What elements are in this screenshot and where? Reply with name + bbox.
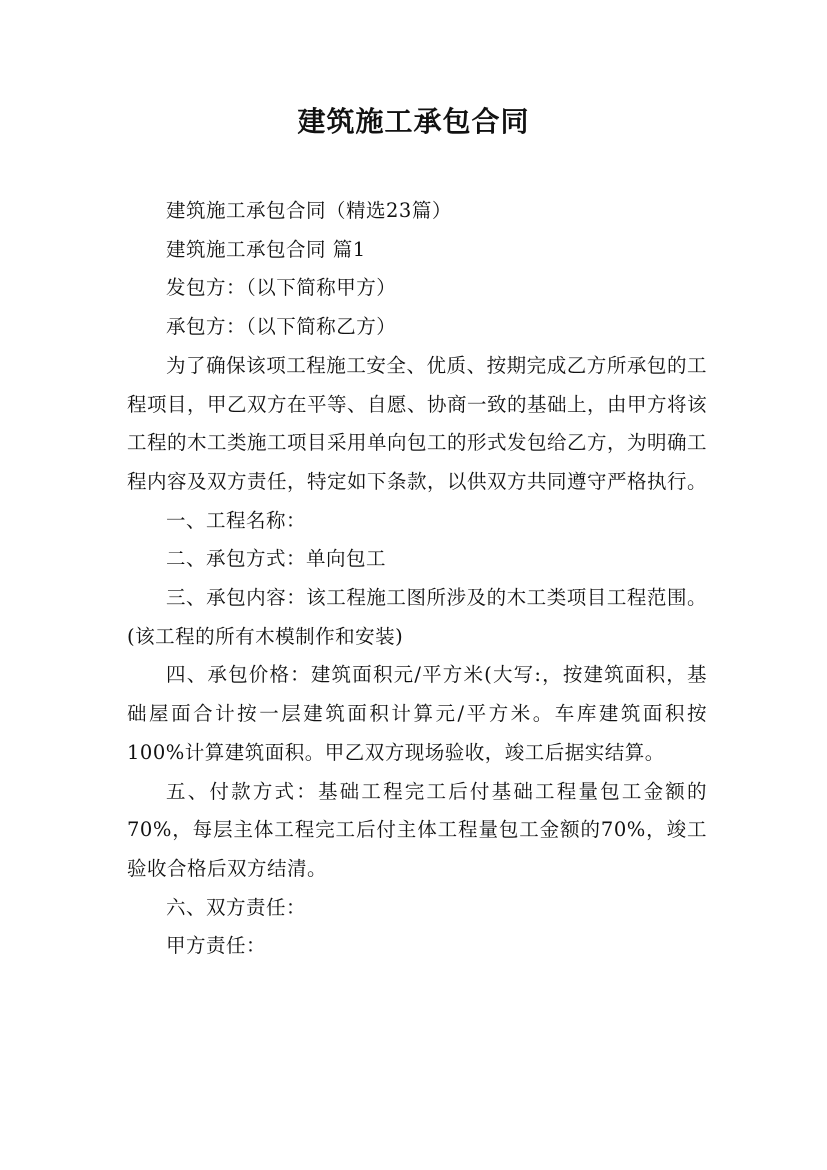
paragraph-subtitle: 建筑施工承包合同（精选23篇） xyxy=(166,199,452,222)
document-title: 建筑施工承包合同 xyxy=(297,105,530,138)
paragraph-clause-5: 五、付款方式：基础工程完工后付基础工程量包工金额的70%，每层主体工程完工后付主体工程量包工金额的70%，竣工验收合格后双方结清。 xyxy=(127,779,707,880)
document-body xyxy=(127,192,707,966)
paragraph-preamble: 为了确保该项工程施工安全、优质、按期完成乙方所承包的工程项目，甲乙双方在平等、自愿、协商一致的基础上，由甲方将该工程的木工类施工项目采用单向包工的形式发包给乙方，为明确工程内容及双方责任，特定如下条款，以供双方共同遵守严格执行。 xyxy=(127,353,708,493)
paragraph-clause-4: 四、承包价格：建筑面积元/平方米(大写:，按建筑面积，基础屋面合计按一层建筑面积计算元/平方米。车库建筑面积按100%计算建筑面积。甲乙双方现场验收，竣工后据实结算。 xyxy=(127,663,707,764)
paragraph-chapter-heading: 建筑施工承包合同 篇1 xyxy=(166,237,366,261)
paragraph-contractor: 承包方：（以下简称乙方） xyxy=(166,315,397,339)
paragraph-clause-2: 二、承包方式：单向包工 xyxy=(166,547,387,571)
paragraph-clause-3: 三、承包内容：该工程施工图所涉及的木工类项目工程范围。(该工程的所有木模制作和安装) xyxy=(127,586,707,648)
paragraph-clause-6: 六、双方责任： xyxy=(166,895,307,919)
paragraph-employer-duties: 甲方责任： xyxy=(166,934,267,958)
paragraph-clause-1: 一、工程名称： xyxy=(166,508,307,532)
paragraph-employer: 发包方：（以下简称甲方） xyxy=(166,276,397,300)
